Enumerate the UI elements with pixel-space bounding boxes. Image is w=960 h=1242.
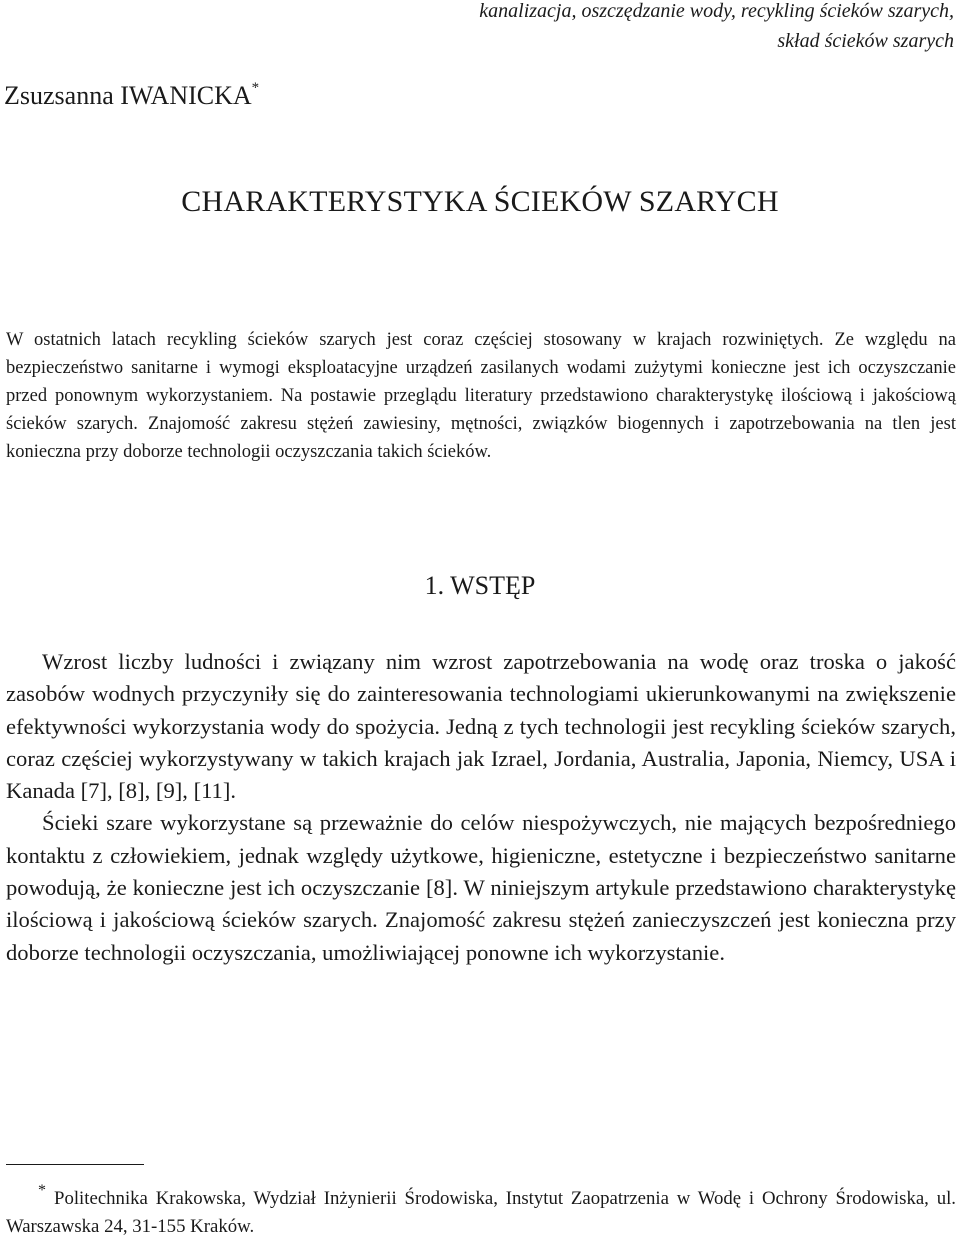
keywords xyxy=(254,0,954,56)
keywords-line-2: skład ścieków szarych xyxy=(777,30,954,52)
footnote-text: Politechnika Krakowska, Wydział Inżynierii Środowiska, Instytut Zaopatrzenia w Wodę i Ochrony Środowiska, ul. Warszawska 24, 31-155 Kraków. xyxy=(6,1188,956,1237)
abstract: W ostatnich latach recykling ścieków szarych jest coraz częściej stosowany w krajach rozwiniętych. Ze względu na bezpieczeństwo sanitarne i wymogi eksploatacyjne urządzeń zasilanych wodami zużytymi konieczne jest ich oczyszczanie przed ponownym wykorzystaniem. Na postawie przeglądu literatury przedstawiono charakterystykę ilościową i jakościową ścieków szarych. Znajomość zakresu stężeń zawiesiny, mętności, związków biogennych i zapotrzebowania na tlen jest konieczna przy doborze technologii oczyszczania takich ścieków. xyxy=(6,330,956,462)
footnote xyxy=(6,1182,956,1241)
body-paragraph-1: Wzrost liczby ludności i związany nim wzrost zapotrzebowania na wodę oraz troska o jakość zasobów wodnych przyczyniły się do zainteresowania technologiami ukierunkowanymi na zwiększenie efektywności wykorzystania wody do spożycia. Jedną z tych technologii jest recykling ścieków szarych, coraz częściej wykorzystywany w takich krajach jak Izrael, Jordania, Australia, Japonia, Niemcy, USA i Kanada [7], [8], [9], [11]. xyxy=(6,649,956,804)
author-footnote-marker: * xyxy=(251,80,260,96)
section-body xyxy=(6,646,956,969)
section-heading: 1. WSTĘP xyxy=(424,571,536,600)
author xyxy=(4,78,259,114)
author-name: Zsuzsanna IWANICKA xyxy=(4,81,252,110)
paper-title: CHARAKTERYSTYKA ŚCIEKÓW SZARYCH xyxy=(181,185,779,218)
keywords-line-1: kanalizacja, oszczędzanie wody, recykling ścieków szarych, xyxy=(479,0,954,22)
footnote-marker: * xyxy=(38,1182,46,1199)
body-paragraph-2: Ścieki szare wykorzystane są przeważnie do celów niespożywczych, nie mających bezpośredniego kontaktu z człowiekiem, jednak względy użytkowe, higieniczne, estetyczne i bezpieczeństwo sanitarne powodują, że konieczne jest ich oczyszczanie [8]. W niniejszym artykule przedstawiono charakterystykę ilościową i jakościową ścieków szarych. Znajomość zakresu stężeń zanieczyszczeń jest konieczna przy doborze technologii oczyszczania, umożliwiającej ponowne ich wykorzystanie. xyxy=(6,810,956,965)
footnote-divider xyxy=(6,1164,144,1165)
